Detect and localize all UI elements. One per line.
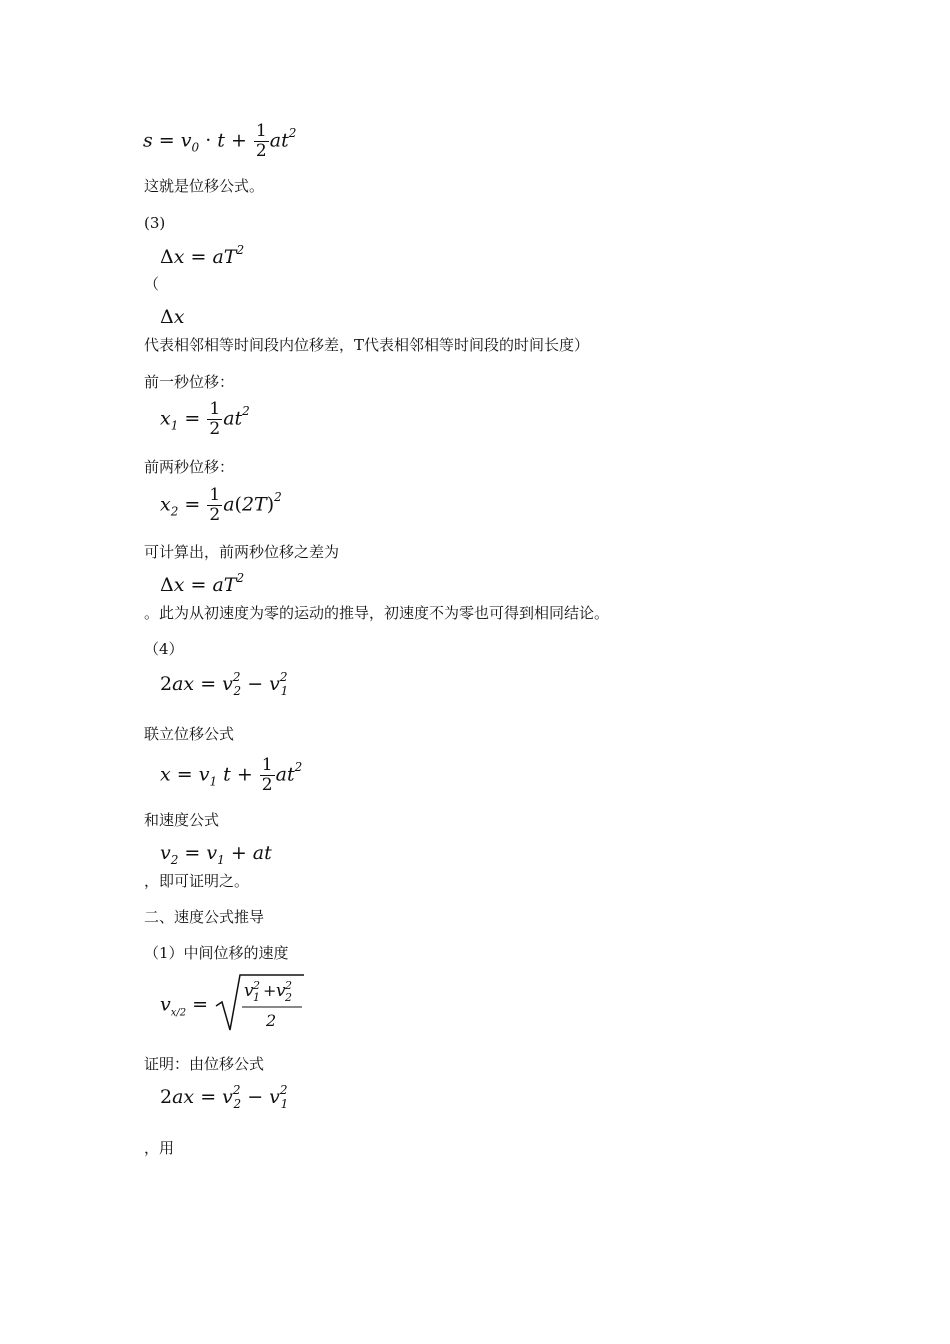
text-line: 和速度公式 xyxy=(144,811,220,829)
text-line: 前一秒位移： xyxy=(144,373,235,391)
svg-text:2: 2 xyxy=(266,1011,277,1030)
formula-velocity: $v_2 = v_1$ + at xyxy=(160,842,272,867)
formula-delta-x-symbol: Δx xyxy=(160,306,185,328)
formula-mid-displacement-velocity: $v_{x/2}$ = v 2 1 + v 2 2 2 xyxy=(160,972,306,1039)
formula-displacement: $s = v_0 \cdot t$ + $\frac{1}{2}$ $at^2$ xyxy=(143,121,297,161)
text-line: 这就是位移公式。 xyxy=(144,177,265,195)
text-line: ，即可证明之。 xyxy=(144,872,250,890)
svg-text:2: 2 xyxy=(285,991,293,1004)
sqrt-symbol xyxy=(214,972,306,1034)
text-line: 。此为从初速度为零的运动的推导，初速度不为零也可得到相同结论。 xyxy=(144,604,610,622)
text-line: 可计算出，前两秒位移之差为 xyxy=(144,543,340,561)
text-line: 证明：由位移公式 xyxy=(144,1055,265,1073)
text-line: 联立位移公式 xyxy=(144,725,235,743)
svg-text:2: 2 xyxy=(253,979,261,992)
formula-x2: $x_2$ = $\frac{1}{2}$ $a(2T)^2$ xyxy=(160,485,282,525)
text-line: ，用 xyxy=(144,1139,175,1157)
text-line: 代表相邻相等时间段内位移差，T代表相邻相等时间段的时间长度） xyxy=(144,336,590,354)
formula-delta-x-result: $\Delta x = aT^2$ xyxy=(160,570,245,596)
text-line: （ xyxy=(144,275,160,293)
text-line: 前两秒位移： xyxy=(144,458,235,476)
svg-text:1: 1 xyxy=(253,991,261,1004)
svg-text:+: + xyxy=(263,981,277,1000)
svg-text:2: 2 xyxy=(285,979,293,992)
svg-text:v: v xyxy=(276,981,286,1001)
text-line: （1）中间位移的速度 xyxy=(144,944,289,962)
formula-x1: $x_1$ = $\frac{1}{2}$ $at^2$ xyxy=(160,399,250,439)
formula-delta-x: $\Delta x = aT^2$ xyxy=(160,242,245,268)
formula-velocity-displacement: $2ax = v^2_2 - v^2_1$ xyxy=(160,669,289,698)
formula-displacement-v1: $x = v_1$ t + $\frac{1}{2}$ $at^2$ xyxy=(160,755,303,795)
text-line: （4） xyxy=(144,640,184,658)
text-line: (3) xyxy=(144,214,166,232)
svg-text:v: v xyxy=(244,981,254,1001)
section-heading: 二、速度公式推导 xyxy=(144,908,265,926)
formula-velocity-displacement-repeat: $2ax = v^2_2 - v^2_1$ xyxy=(160,1082,289,1111)
